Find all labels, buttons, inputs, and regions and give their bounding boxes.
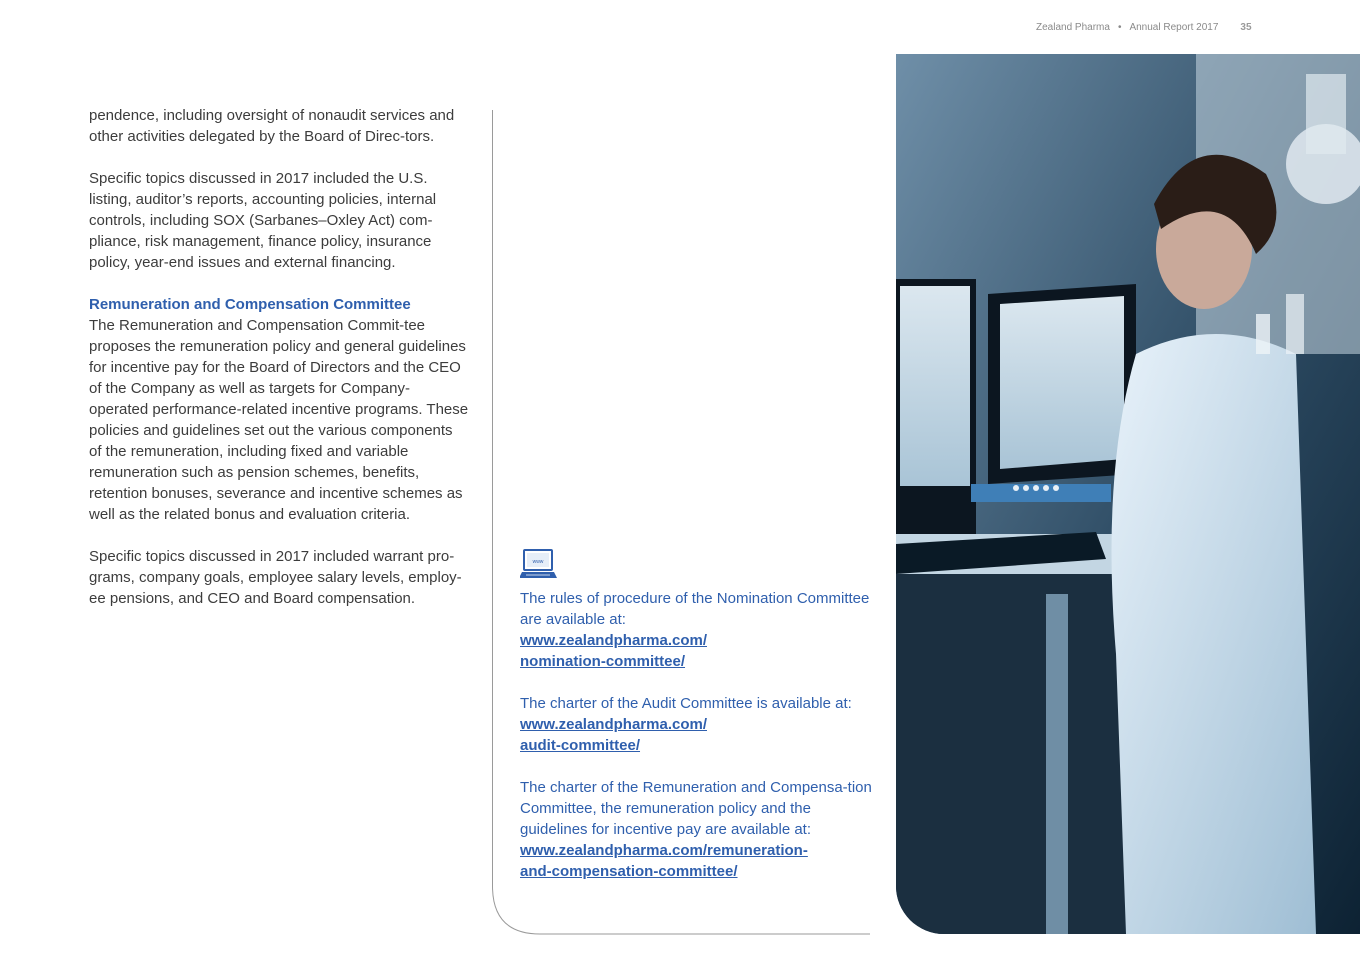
header-report: Annual Report 2017 (1129, 22, 1219, 33)
paragraph-remuneration-committee: The Remuneration and Compensation Commit-tee proposes the remuneration policy and general guidelines for incentive pay for the Board of Directors and the CEO of the Company as well as targets for Company-operated performance-related incentive programs. These policies and guidelines set out the various components of the remuneration, including fixed and variable remuneration such as pension schemes, benefits, retention bonuses, severance and incentive schemes as well as the related bonus and evaluation criteria. (89, 317, 469, 523)
nomination-text: The rules of procedure of the Nomination Committee are available at: (520, 590, 870, 628)
remuneration-link[interactable]: www.zealandpharma.com/remuneration- and-compensation-committee/ (520, 842, 808, 880)
section-heading-remuneration: Remuneration and Compensation Committee (89, 296, 411, 313)
main-text-column (89, 105, 469, 630)
column-divider (492, 110, 493, 880)
lab-scientist-photo (896, 54, 1360, 934)
remuneration-text: The charter of the Remuneration and Compensa-tion Committee, the remuneration policy and the guidelines for incentive pay are available at: (520, 779, 872, 838)
audit-link[interactable]: www.zealandpharma.com/ audit-committee/ (520, 716, 707, 754)
audit-block (520, 693, 876, 756)
nomination-block (520, 588, 876, 672)
remuneration-block (520, 777, 876, 882)
audit-text: The charter of the Audit Committee is available at: (520, 695, 852, 712)
paragraph-audit-independence: pendence, including oversight of nonaudit services and other activities delegated by the Board of Direc-tors. (89, 107, 455, 145)
nomination-link[interactable]: www.zealandpharma.com/ nomination-committee/ (520, 632, 707, 670)
paragraph-audit-topics: Specific topics discussed in 2017 included the U.S. listing, auditor’s reports, accounting policies, internal controls, including SOX (Sarbanes–Oxley Act) com-pliance, risk management, finance policy, insurance policy, year-end issues and external financing. (89, 170, 437, 271)
page-number: 35 (1240, 22, 1252, 33)
link-sidebar (520, 588, 876, 903)
page-header (1036, 22, 1252, 33)
header-separator: • (1117, 22, 1122, 33)
header-company: Zealand Pharma (1036, 22, 1110, 33)
www-icon-label: www (532, 559, 544, 565)
www-computer-icon (520, 548, 558, 580)
paragraph-remuneration-topics: Specific topics discussed in 2017 included warrant pro-grams, company goals, employee salary levels, employ-ee pensions, and CEO and Board compensation. (89, 548, 462, 607)
